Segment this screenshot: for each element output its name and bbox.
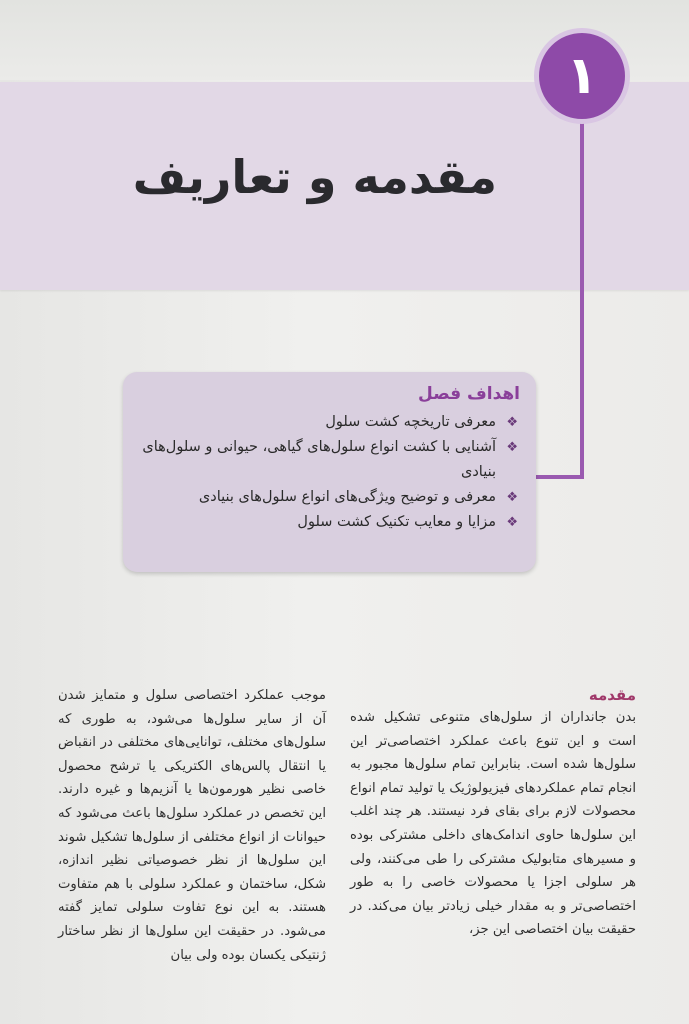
objective-item [139,435,520,485]
body-column-left [58,684,326,967]
chapter-title: مقدمه و تعاریف [132,150,497,204]
diamond-bullet-icon: ❖ [506,440,518,455]
objective-text: آشنایی با کشت انواع سلول‌های گیاهی، حیوانی و سلول‌های بنیادی [142,439,496,480]
section-heading: مقدمه [588,686,636,704]
chapter-connector-horizontal [536,475,584,479]
diamond-bullet-icon: ❖ [506,515,518,530]
chapter-number: ۱ [566,46,598,106]
objectives-list [139,410,520,535]
intro-paragraph-right: بدن جانداران از سلول‌های متنوعی تشکیل شده است و این تنوع باعث عملکرد اختصاصی‌تر این سلول‌ها شده است. بنابراین تمام سلول‌ها مجبور به انجام تمام عملکردهای فیزیولوژیک یا تولید تمام انواع محصولات لازم برای بقای فرد نیستند. هر چند اغلب این سلول‌ها حاوی اندامک‌های داخلی مشترکی بوده و مسیرهای متابولیک مشترکی را طی می‌کنند، ولی هر سلولی اجزا یا محصولات خاصی را به طور اختصاصی‌تر و به مقدار خیلی زیادتر بیان می‌کند. در حقیقت بیان اختصاصی این جز، [350,710,636,938]
chapter-connector-vertical [580,100,584,478]
objective-item [139,485,520,510]
body-column-right [350,684,636,942]
intro-paragraph-left: موجب عملکرد اختصاصی سلول و متمایز شدن آن از سایر سلول‌ها می‌شود، به طوری که سلول‌های مختلف، توانایی‌های مختلفی در انقباض یا انتقال پالس‌های الکتریکی یا ترشح محصول خاصی نظیر هورمون‌ها یا آنزیم‌ها و غیره دارند. این تخصص در عملکرد سلول‌ها باعث می‌شود که حیوانات از انواع مختلفی از سلول‌ها تشکیل شوند این سلول‌ها از نظر خصوصیاتی نظیر اندازه، شکل، ساختمان و عملکرد سلولی با هم متفاوت هستند. به این نوع تفاوت سلولی تمایز گفته می‌شود. در حقیقت این سلول‌ها از نظر ساختار ژنتیکی یکسان بوده ولی بیان [58,688,326,963]
objective-text: مزایا و معایب تکنیک کشت سلول [297,514,496,530]
chapter-objectives-box [123,372,536,572]
diamond-bullet-icon: ❖ [506,415,518,430]
objective-text: معرفی تاریخچه کشت سلول [325,414,496,430]
chapter-number-badge [534,28,630,124]
objectives-title: اهداف فصل [418,384,520,404]
diamond-bullet-icon: ❖ [506,490,518,505]
objective-item [139,510,520,535]
objective-text: معرفی و توضیح ویژگی‌های انواع سلول‌های بنیادی [198,489,496,505]
objective-item [139,410,520,435]
